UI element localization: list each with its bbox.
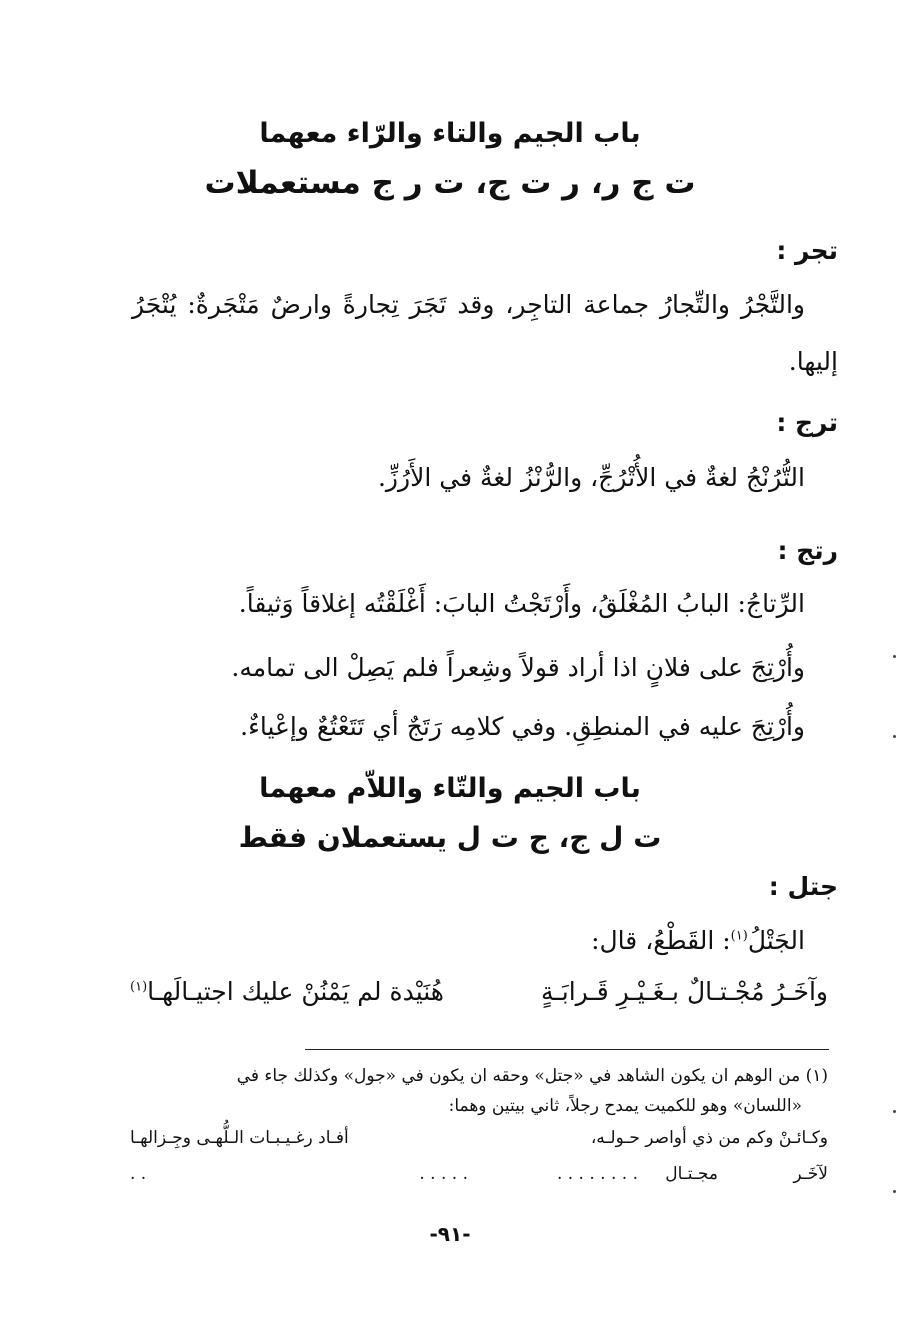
footnote-line1: (١) من الوهم ان يكون الشاهد في «جتل» وحقه ان يكون في «جول» وكذلك جاء في	[236, 1066, 828, 1086]
definition: : القَطْعُ، قال:	[591, 926, 731, 955]
footnote-verse2-h1: لآخَـر	[793, 1164, 828, 1184]
entry-head-tajr: تجر :	[776, 236, 838, 265]
chapter2-subtitle: ت ل ج، ج ت ل يستعملان فقط	[238, 821, 662, 854]
entry-taraj-line1: التُّرُنْجُ لغةٌ في الأُتْرُجِّ، والرُّنْزُ لغةٌ في الأَرُزِّ.	[377, 463, 805, 492]
footnote-verse1-h1: وكـائـنْ وكم من ذي أواصر حـولـه،	[590, 1128, 828, 1148]
scan-speck	[893, 655, 896, 658]
verse-hemistich-2-text: هُنَيْدة لم يَمْنُنْ عليك اجتيـالَهـا	[147, 977, 444, 1006]
entry-head-jatal: جتل :	[768, 872, 838, 901]
entry-ratij-line2: وأُرْتِجَ على فلانٍ اذا أراد قولاً وشِعراً فلم يَصِلْ الى تمامه.	[231, 653, 805, 682]
footnote-marker: (١)	[730, 928, 748, 944]
poetry-verse	[130, 977, 828, 1017]
footnote-separator	[305, 1049, 829, 1050]
footnote-verse2	[130, 1164, 828, 1190]
footnote-line2: «اللسان» وهو للكميت يمدح رجلاً، ثاني بيتين وهما:	[448, 1096, 802, 1116]
entry-head-ratij: رتج :	[777, 536, 838, 565]
verse-hemistich-1: وآخَـرُ مُجْـتـالٌ بـغَـيْـرِ قَـرابَـةٍ	[541, 977, 828, 1006]
scan-speck	[893, 1190, 896, 1193]
entry-head-taraj: ترج :	[776, 408, 838, 437]
entry-ratij-line3: وأُرْتِجَ عليه في المنطِقِ. وفي كلامِه رَتَجٌ أي تَتَعْتُعٌ وإعْياءٌ.	[240, 712, 805, 741]
entry-tajr-line2: إليها.	[788, 347, 838, 376]
footnote-verse1	[130, 1128, 828, 1154]
footnote-verse2-dots2: . . . . .	[419, 1164, 468, 1184]
chapter1-title: باب الجيم والتاء والرّاء معهما	[259, 118, 641, 149]
chapter1-subtitle: ت ج ر، ر ت ج، ت ر ج مستعملات	[204, 165, 696, 201]
page-number: -٩١-	[429, 1222, 471, 1246]
verse-hemistich-2	[130, 977, 444, 1006]
entry-tajr-line1: والتَّجْرُ والتِّجارُ جماعة التاجِر، وقد تَجَرَ تِجارةً وارضٌ مَتْجَرةٌ: يُتْجَرُ	[132, 290, 805, 319]
footnote-verse2-mid: مجـتـال	[665, 1164, 718, 1184]
footnote-marker: (١)	[130, 979, 148, 995]
scan-speck	[893, 1110, 896, 1113]
headword: الجَتْلُ	[747, 926, 805, 955]
footnote-verse2-dots3: . .	[130, 1164, 147, 1184]
footnote-verse1-h2: أفـاد رغـيـبـات الـلُّهـى وجِـزالهـا	[130, 1128, 349, 1148]
scan-speck	[893, 735, 896, 738]
footnote-verse2-dots1: . . . . . . . .	[556, 1164, 638, 1184]
chapter2-title: باب الجيم والتّاء واللاّم معهما	[259, 773, 641, 804]
entry-jatal-line1	[591, 926, 805, 955]
entry-ratij-line1: الرِّتاجُ: البابُ المُغْلَقُ، وأَرْتَجْتُ البابَ: أَغْلَقْتُه إغلاقاً وَثيقاً.	[238, 589, 805, 618]
